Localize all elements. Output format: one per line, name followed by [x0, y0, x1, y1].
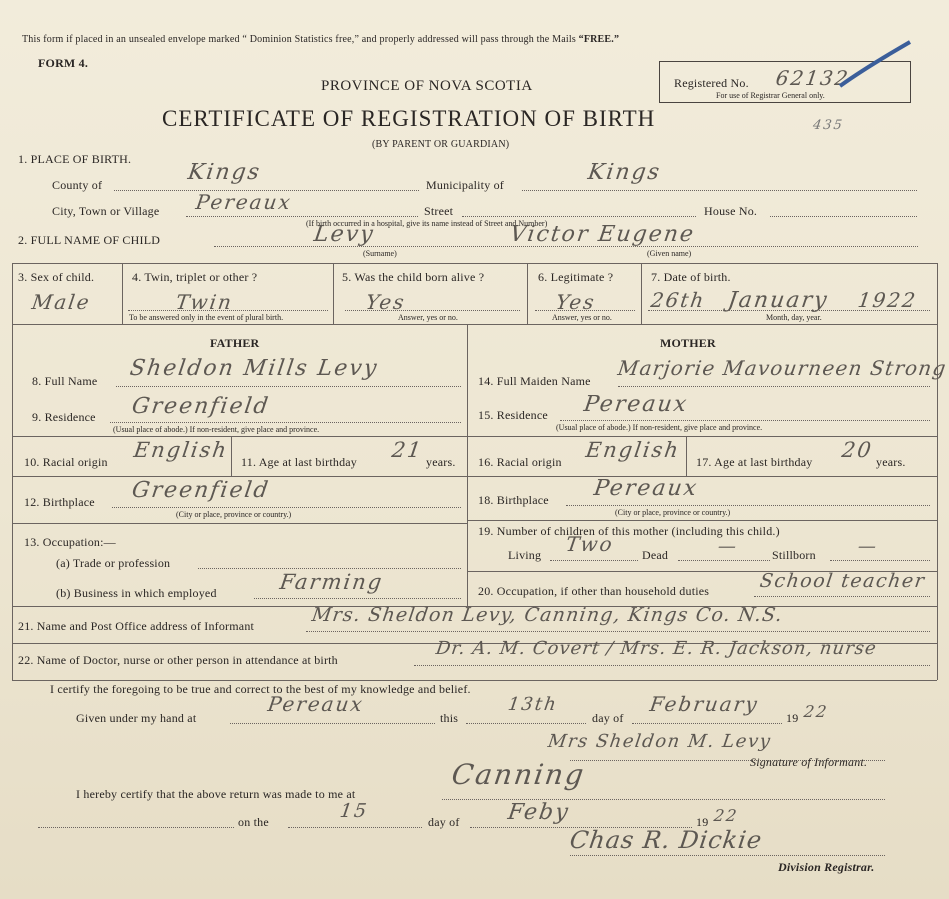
registered-number: 62132 — [774, 66, 852, 90]
father-residence-value: Greenfield — [130, 394, 272, 419]
registrar-place-value: Canning — [449, 758, 588, 791]
twin-note: To be answered only in the event of plural birth. — [129, 313, 284, 322]
city-value: Pereaux — [194, 190, 294, 214]
father-name-value: Sheldon Mills Levy — [128, 356, 380, 381]
mother-residence-label: 15. Residence — [478, 408, 548, 422]
father-age-label: 11. Age at last birthday — [241, 455, 357, 469]
sex-value: Male — [30, 290, 93, 314]
business-value: Farming — [278, 570, 385, 594]
date-note: Month, day, year. — [766, 313, 822, 322]
registered-label: Registered No. — [674, 76, 749, 90]
father-racial-value: English — [132, 438, 230, 462]
mother-birthplace-label: 18. Birthplace — [478, 493, 549, 507]
mother-occupation-value: School teacher — [758, 570, 927, 592]
this-label: this — [440, 711, 459, 725]
registrar-caption: Division Registrar. — [778, 860, 875, 874]
corner-mark: 435 — [811, 118, 845, 133]
check-mark — [820, 38, 920, 98]
stillborn-label: Stillborn — [772, 548, 816, 562]
house-label: House No. — [704, 204, 758, 218]
form-number: FORM 4. — [38, 56, 89, 70]
informant-label: 21. Name and Post Office address of Informant — [18, 619, 255, 633]
alive-note: Answer, yes or no. — [398, 313, 458, 322]
mother-birthplace-value: Pereaux — [592, 476, 700, 501]
surname-note: (Surname) — [363, 249, 397, 258]
page-subtitle: (BY PARENT OR GUARDIAN) — [372, 139, 510, 150]
mother-racial-value: English — [584, 438, 682, 462]
given-note: (Given name) — [647, 249, 692, 258]
hospital-note: (If birth occurred in a hospital, give its name instead of Street and Number) — [306, 219, 548, 228]
dead-label: Dead — [642, 548, 669, 562]
mother-heading: MOTHER — [660, 336, 716, 350]
registrar-statement: I hereby certify that the above return was made to me at — [76, 787, 356, 801]
doctor-value: Dr. A. M. Covert / Mrs. E. R. Jackson, nurse — [434, 638, 879, 659]
father-age-value: 21 — [390, 438, 425, 462]
cert-year-value: 22 — [802, 702, 830, 721]
mother-occupation-label: 20. Occupation, if other than household duties — [478, 584, 710, 598]
children-count-label: 19. Number of children of this mother (including this child.) — [478, 524, 780, 538]
legitimate-note: Answer, yes or no. — [552, 313, 612, 322]
date-day-value: 26th — [649, 288, 708, 312]
mother-residence-note: (Usual place of abode.) If non-resident, give place and province. — [556, 423, 763, 432]
dead-value: — — [716, 536, 740, 557]
check-mark-stroke — [840, 42, 910, 86]
page-title: CERTIFICATE OF REGISTRATION OF BIRTH — [162, 106, 656, 131]
mother-years-label: years. — [876, 455, 906, 469]
mail-notice — [22, 34, 619, 45]
mail-notice-text: This form if placed in an unsealed envelope marked “ Dominion Statistics free,” and properly addressed will pass through the Mails — [22, 34, 576, 45]
father-residence-note: (Usual place of abode.) If non-resident, give place and province. — [113, 425, 320, 434]
county-value: Kings — [186, 160, 263, 185]
registrar-year-value: 22 — [712, 806, 740, 825]
certification-statement: I certify the foregoing to be true and correct to the best of my knowledge and belief. — [50, 682, 471, 696]
date-month-value: January — [726, 288, 831, 313]
child-given-value: Victor Eugene — [508, 222, 697, 247]
doctor-label: 22. Name of Doctor, nurse or other person in attendance at birth — [18, 653, 338, 667]
registrar-year-prefix: 19 — [696, 815, 709, 829]
county-label: County of — [52, 178, 103, 192]
on-the-label: on the — [238, 815, 269, 829]
child-name-label: 2. FULL NAME OF CHILD — [18, 233, 161, 247]
twin-value: Twin — [174, 290, 235, 314]
province-heading: PROVINCE OF NOVA SCOTIA — [321, 78, 533, 94]
cert-day-value: 13th — [506, 694, 560, 715]
living-label: Living — [508, 548, 542, 562]
municipality-label: Municipality of — [426, 178, 504, 192]
father-years-label: years. — [426, 455, 456, 469]
alive-label: 5. Was the child born alive ? — [342, 270, 485, 284]
city-label: City, Town or Village — [52, 204, 160, 218]
mother-name-label: 14. Full Maiden Name — [478, 374, 591, 388]
twin-label: 4. Twin, triplet or other ? — [132, 270, 258, 284]
father-birthplace-value: Greenfield — [130, 478, 272, 503]
legitimate-label: 6. Legitimate ? — [538, 270, 614, 284]
registrar-month-value: Feby — [506, 800, 572, 825]
informant-signature-caption: Signature of Informant. — [750, 755, 868, 769]
trade-label: (a) Trade or profession — [56, 556, 171, 570]
mail-notice-free: “FREE.” — [578, 34, 620, 45]
registrar-day-value: 15 — [338, 800, 370, 822]
stillborn-value: — — [856, 536, 880, 557]
mother-age-label: 17. Age at last birthday — [696, 455, 813, 469]
mother-birthplace-note: (City or place, province or country.) — [615, 508, 731, 517]
father-racial-label: 10. Racial origin — [24, 455, 108, 469]
father-name-label: 8. Full Name — [32, 374, 98, 388]
date-year-value: 1922 — [856, 288, 919, 312]
place-of-birth-heading: 1. PLACE OF BIRTH. — [18, 152, 132, 166]
cert-day-of-label: day of — [592, 711, 624, 725]
alive-value: Yes — [364, 290, 408, 314]
municipality-value: Kings — [586, 160, 663, 185]
informant-signature: Mrs Sheldon M. Levy — [546, 731, 773, 752]
father-birthplace-note: (City or place, province or country.) — [176, 510, 292, 519]
legitimate-value: Yes — [554, 290, 598, 314]
father-residence-label: 9. Residence — [32, 410, 96, 424]
occupation-label: 13. Occupation:— — [24, 535, 116, 549]
registrar-signature: Chas R. Dickie — [568, 826, 765, 854]
registrar-day-of-label: day of — [428, 815, 460, 829]
father-heading: FATHER — [210, 336, 260, 350]
father-birthplace-label: 12. Birthplace — [24, 495, 95, 509]
date-label: 7. Date of birth. — [651, 270, 731, 284]
mother-racial-label: 16. Racial origin — [478, 455, 562, 469]
sex-label: 3. Sex of child. — [18, 270, 95, 284]
business-label: (b) Business in which employed — [56, 586, 217, 600]
registered-note: For use of Registrar General only. — [716, 91, 825, 100]
living-value: Two — [564, 532, 616, 556]
cert-month-value: February — [648, 692, 761, 716]
informant-value: Mrs. Sheldon Levy, Canning, Kings Co. N.S. — [310, 604, 785, 626]
child-surname-value: Levy — [312, 222, 377, 247]
street-label: Street — [424, 204, 454, 218]
cert-year-prefix: 19 — [786, 711, 799, 725]
mother-age-value: 20 — [840, 438, 875, 462]
given-place-value: Pereaux — [266, 692, 366, 716]
mother-name-value: Marjorie Mavourneen Strong — [616, 356, 949, 380]
given-label: Given under my hand at — [76, 711, 197, 725]
mother-residence-value: Pereaux — [582, 392, 690, 417]
